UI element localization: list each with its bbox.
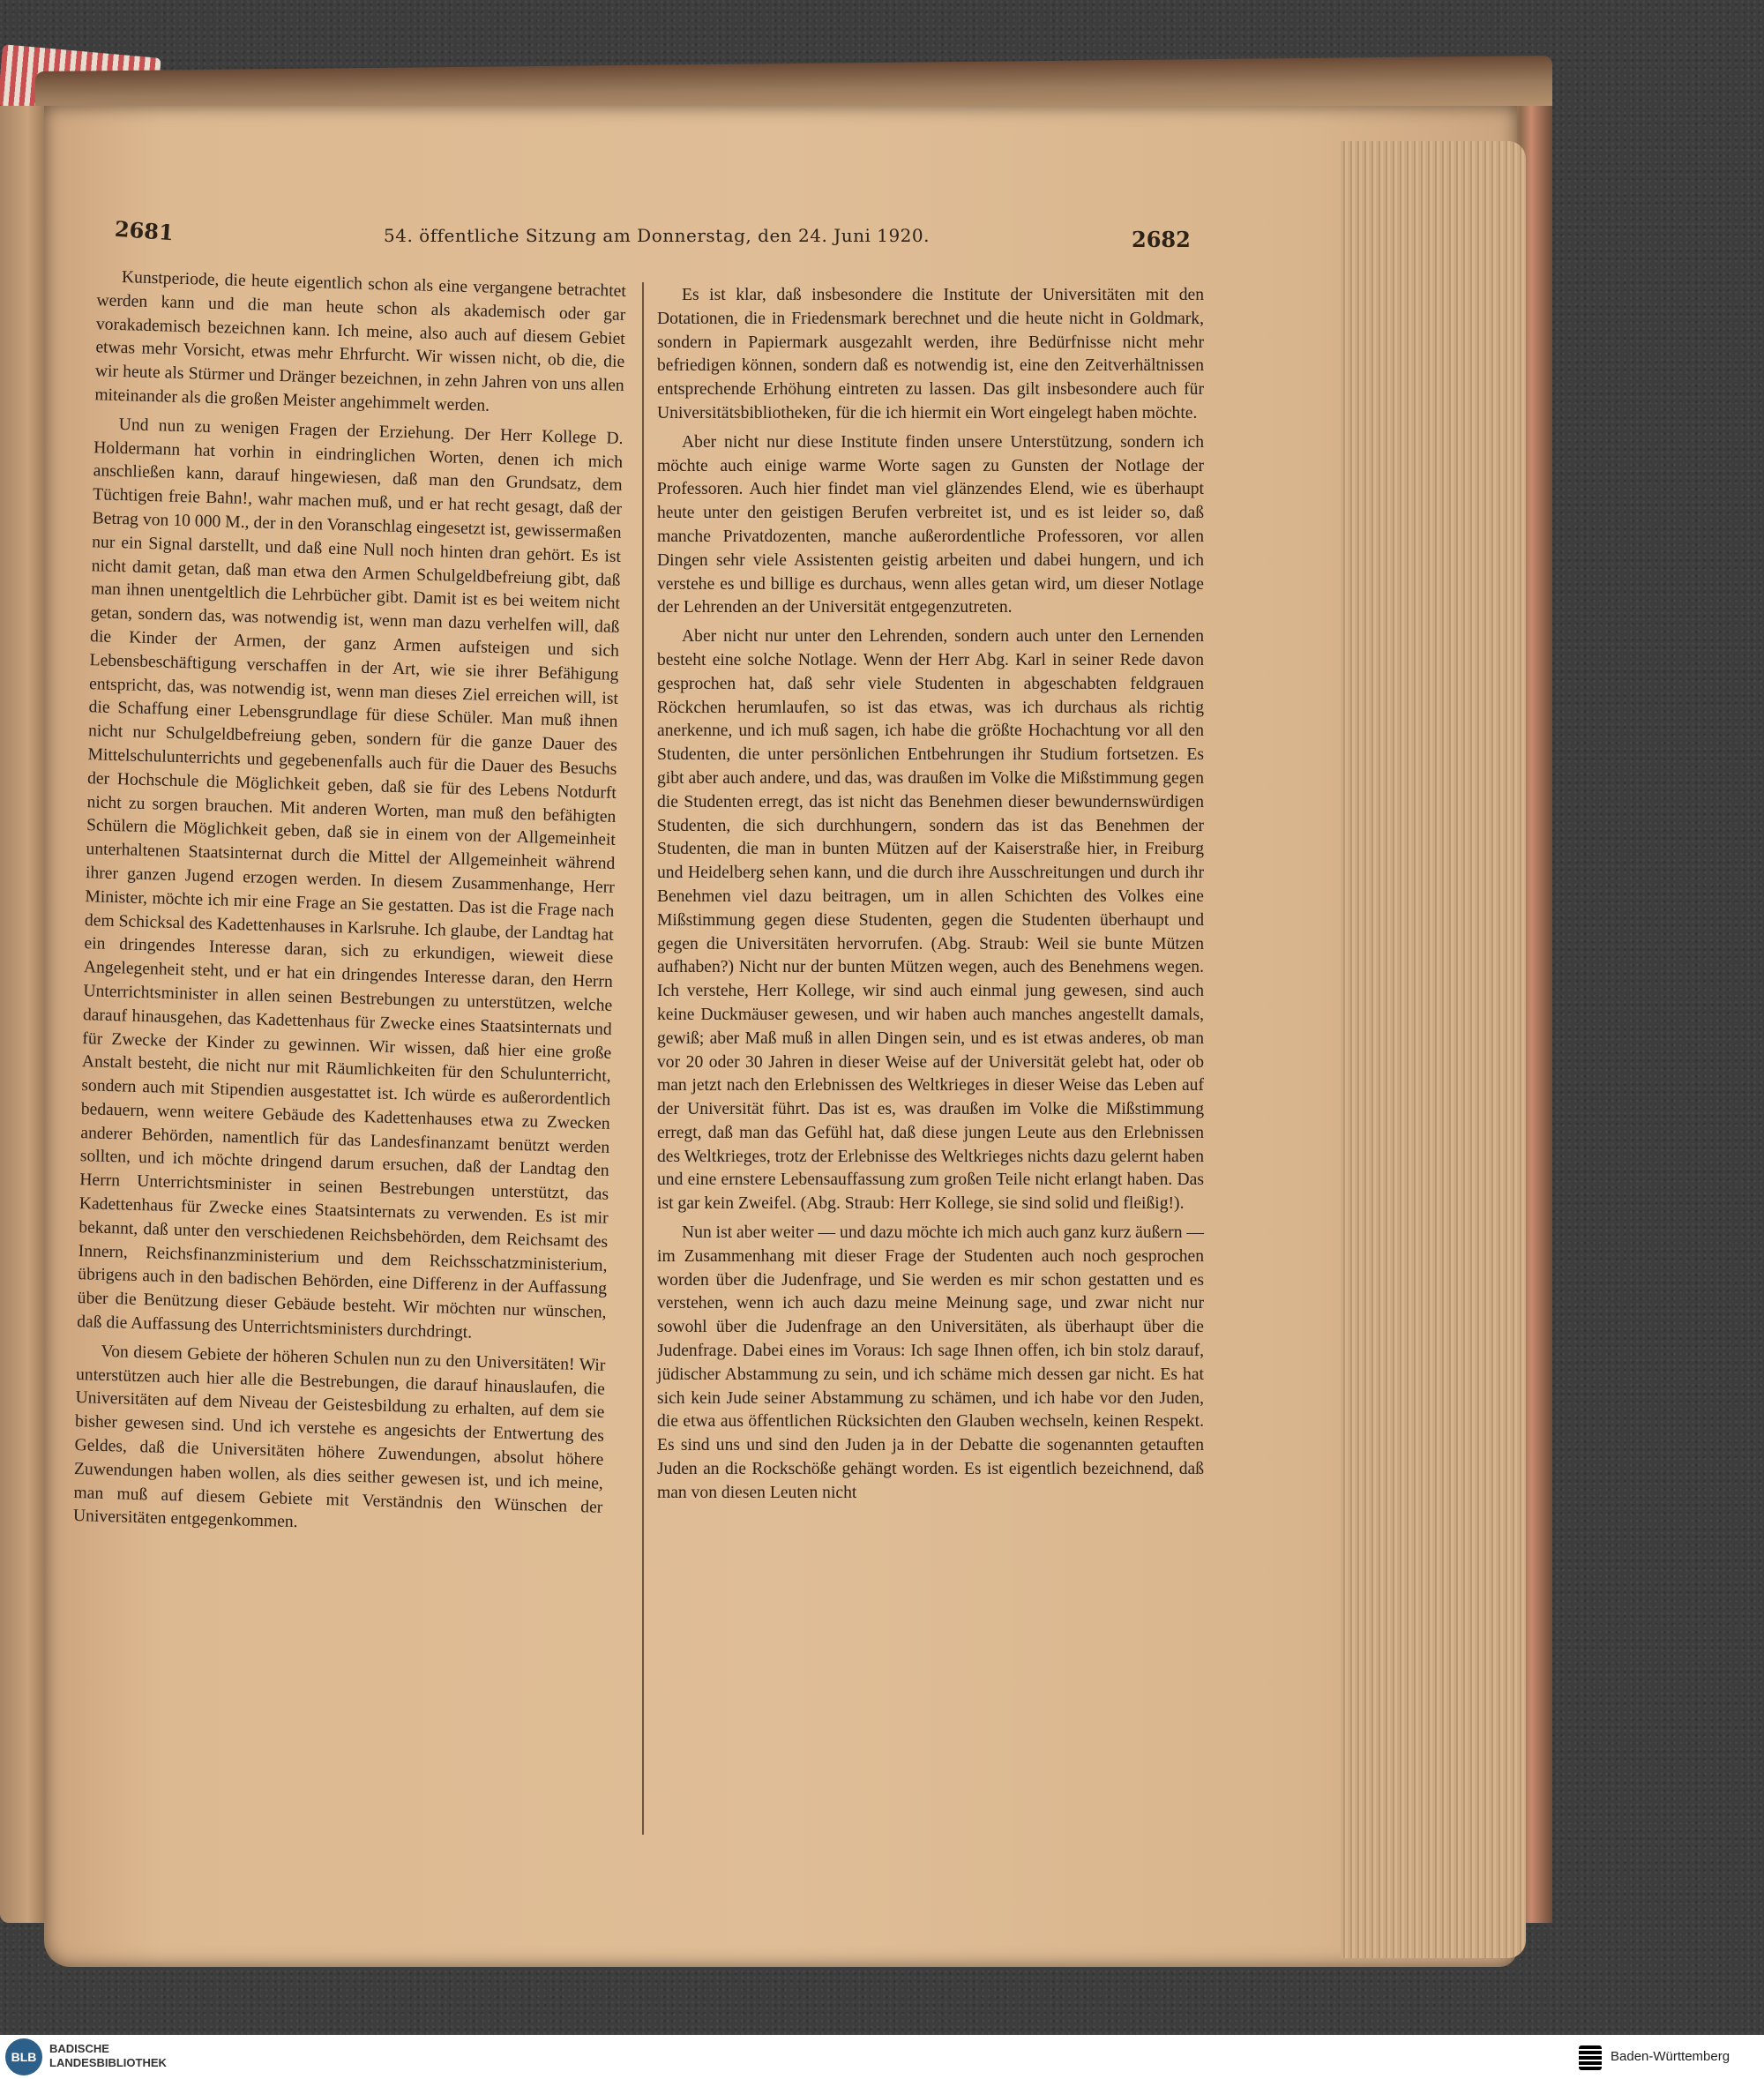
page-fore-edge xyxy=(1341,141,1526,1958)
library-name-line1: BADISCHE xyxy=(49,2042,109,2055)
library-name-line2: LANDESBIBLIOTHEK xyxy=(49,2056,167,2069)
paragraph: Aber nicht nur unter den Lehrenden, sondern auch unter den Lernenden besteht eine solche Notlage. Wenn der Herr Abg. Karl in seiner Rede davon gesprochen hat, daß sehr viele Studenten in abgeschabten feldgrauen Röckchen herumlaufen, so ist das etwas, was ich durchaus als richtig anerkenne, und ich muß sagen, ich habe die größte Hochachtung vor all den Studenten, die unter persönlichen Entbehrungen ihr Studium fortsetzen. Es gibt aber auch andere, und das, was draußen im Volke die Mißstimmung gegen die Studenten erregt, das ist nicht das Benehmen dieser bewundernswürdigen Studenten, die sich durchhungern, sondern das ist das Benehmen der Studenten, die man in bunten Mützen auf der Kaiserstraße hier, in Freiburg und Heidelberg sehen kann, und die durch ihre Ausschreitungen und durch ihr Benehmen viel dazu beitragen, um in allen Schichten des Volkes eine Mißstimmung gegen diese Studenten, gegen die Studenten überhaupt und gegen die Universitäten hervorrufen. (Abg. Straub: Weil sie bunte Mützen aufhaben?) Nicht nur der bunten Mützen wegen, auch des Benehmens wegen. Ich verstehe, Herr Kollege, wir sind auch einmal jung gewesen, sind auch keine Duckmäuser gewesen, und wir haben auch manches angestellt damals, gewiß; aber Maß muß in allen Dingen sein, und es ist etwas anderes, ob man vor 20 oder 30 Jahren in dieser Weise auf der Universität gelebt hat, oder ob man jetzt nach den Erlebnissen des Weltkrieges in dieser Weise das Leben auf der Universität führt. Das ist es, was draußen im Volke die Mißstimmung erregt, daß man das Gefühl hat, daß diese jungen Leute aus den Erlebnissen des Weltkrieges, trotz der Erlebnisse des Weltkrieges nichts dazu gelernt haben und eine ernstere Lebensauffassung zum großen Teile nicht erlangt haben. Das ist gar kein Zweifel. (Abg. Straub: Herr Kollege, sie sind solid und fleißig!). xyxy=(657,627,1204,1214)
blb-logo[interactable]: BLB xyxy=(5,2038,42,2075)
paragraph: Und nun zu wenigen Fragen der Erziehung. Der Herr Kollege D. Holdermann hat vorhin in eindringlichen Worten, denen ich mich anschließen kann, darauf hingewiesen, daß man den Grundsatz, dem Tüchtigen freie Bahn!, wahr machen muß, und er hat recht gesagt, daß der Betrag von 10 000 M., der in den Voranschlag eingesetzt ist, gewissermaßen nur ein Signal darstellt, und daß eine Null noch hinten dran gehört. Es ist nicht damit getan, daß man etwa den Armen Schulgeldbefreiung gibt, daß man ihnen unentgeltlich die Lehrbücher gibt. Damit ist es bei weitem nicht getan, sondern das, was notwendig ist, wenn man dazu verhelfen will, daß die Kinder der Armen, der ganz Armen aufsteigen und sich Lebensbeschäftigung verschaffen in der Art, wie sie ihrer Befähigung entspricht, das, was notwendig ist, wenn man dieses Ziel erreichen will, ist die Schaffung einer Lebensgrundlage für diese Schüler. Man muß ihnen nicht nur Schulgeldbefreiung geben, sondern für die ganze Dauer des Mittelschulunterrichts und gegebenenfalls auch für die Dauer des Besuchs der Hochschule die Möglichkeit geben, daß sie für des Lebens Notdurft nicht zu sorgen brauchen. Mit anderen Worten, man muß den befähigten Schülern die Möglichkeit geben, daß sie in einem von der Allgemeinheit unterhaltenen Staatsinternat durch die Mittel der Allgemeinheit während ihrer ganzen Jugend erzogen werden. In diesem Zusammenhange, Herr Minister, möchte ich mir eine Frage an Sie gestatten. Das ist die Frage nach dem Schicksal des Kadettenhauses in Karlsruhe. Ich glaube, der Landtag hat ein dringendes Interesse daran, sich zu erkundigen, wieweit diese Angelegenheit steht, und er hat ein dringendes Interesse daran, den Herrn Unterrichtsminister in allen seinen Bestrebungen zu unterstützen, welche darauf hinausgehen, das Kadettenhaus für Zwecke eines Staatsinternats und für Zwecke der Kinder zu gewinnen. Wir wissen, daß hier eine große Anstalt besteht, die nicht nur mit Räumlichkeiten für den Schulunterricht, sondern auch mit Stipendien ausgestattet ist. Ich würde es außerordentlich bedauern, wenn weitere Gebäude des Kadettenhauses etwa zu Zwecken anderer Behörden, namentlich für das Landesfinanzamt benützt werden sollten, und ich möchte dringend darum ersuchen, daß der Landtag den Herrn Unterrichtsminister in seinen Bestrebungen unterstützt, das Kadettenhaus für Zwecke eines Staatsinternats zu verwenden. Es ist mir bekannt, daß unter den verschiedenen Reichsbehörden, dem Reichsamt des Innern, Reichsfinanzministerium und dem Reichsschatzministerium, übrigens auch in den badischen Behörden, eine Differenz in der Auffassung über die Benützung dieser Gebäude besteht. Wir möchten nur wünschen, daß die Auffassung des Unterrichtsministers durchdringt. xyxy=(77,415,624,1342)
page-header xyxy=(106,215,1191,260)
paragraph: Von diesem Gebiete der höheren Schulen nun zu den Universitäten! Wir unterstützen auch hier alle die Bestrebungen, die darauf hinauslaufen, die Universitäten auf dem Niveau der Geistesbildung zu erhalten, auf dem sie bisher gewesen sind. Und ich verstehe es angesichts der Entwertung des Geldes, daß die Universitäten höhere Zuwendungen, absolut höhere Zuwendungen haben wollen, als dies seither gewesen ist, und ich meine, man muß auf diesem Gebiete mit Verständnis den Wünschen der Universitäten entgegenkommen. xyxy=(72,1342,606,1532)
viewer-footer xyxy=(0,2035,1764,2079)
paragraph: Kunstperiode, die heute eigentlich schon als eine vergangene betrachtet werden kann und die man heute schon als akademisch oder gar vorakademisch bezeichnen kann. Ich meine, also auch auf diesem Gebiet etwas mehr Vorsicht, etwas mehr Ehrfurcht. Wir wissen nicht, ob die, die wir heute als Stürmer und Dränger bezeichnen, in zehn Jahren von uns allen miteinander als die großen Meister angehimmelt werden. xyxy=(94,268,626,415)
right-column xyxy=(657,284,1204,1511)
column-divider xyxy=(642,282,644,1835)
state-name[interactable]: Baden-Württemberg xyxy=(1611,2049,1730,2064)
page-number-right: 2682 xyxy=(1132,227,1191,252)
library-name[interactable] xyxy=(49,2042,167,2070)
state-crest-icon[interactable] xyxy=(1579,2045,1602,2070)
paragraph: Nun ist aber weiter — und dazu möchte ich mich auch ganz kurz äußern — im Zusammenhang mit dieser Frage der Studenten auch noch gesprochen worden über die Judenfrage, und Sie werden es mir schon gestatten und es verstehen, wenn ich auch dazu meine Meinung sage, und zwar nicht nur sowohl über die Judenfrage an den Universitäten, als überhaupt über die Judenfrage. Dabei eines im Voraus: Ich sage Ihnen offen, ich bin stolz darauf, jüdischer Abstammung zu sein, und ich schäme mich dessen gar nicht. Es hat sich kein Jude seiner Abstammung zu schämen, und ich habe vor den Juden, die etwa aus öffentlichen Rücksichten den Glauben wechseln, keinen Respekt. Es sind uns und sind den Juden ja in der Debatte die sogenannten getauften Juden an die Rockschöße gehängt worden. Es ist eigentlich bezeichnend, daß man von diesen Leuten nicht xyxy=(657,1223,1204,1502)
left-column xyxy=(73,265,626,1549)
paragraph: Es ist klar, daß insbesondere die Institute der Universitäten mit den Dotationen, die in Friedensmark berechnet und die heute nicht in Goldmark, sondern in Papiermark ausgezahlt werden, ihre Bedürfnisse nicht mehr befriedigen können, sondern daß es notwendig ist, eine den Zeitverhältnissen entsprechende Erhöhung eintreten zu lassen. Das gilt insbesondere auch für Universitätsbibliotheken, für die ich hiermit ein Wort eingelegt haben möchte. xyxy=(657,286,1204,423)
paragraph: Aber nicht nur diese Institute finden unsere Unterstützung, sondern ich möchte auch einige warme Worte sagen zu Gunsten der Notlage der Professoren. Auch hier findet man viel glänzendes Elend, wie es überhaupt heute unter den geistigen Berufen verbreitet ist, und es ist leider so, daß manche Privatdozenten, manche außerordentliche Professoren, vor allen Dingen sehr viele Assistenten geistig arbeiten und dabei hungern, und ich verstehe es und billige es durchaus, wenn alles getan wird, um dieser Notlage der Lehrenden an der Universität entgegenzutreten. xyxy=(657,432,1204,617)
running-title: 54. öffentliche Sitzung am Donnerstag, den 24. Juni 1920. xyxy=(384,225,930,246)
page-number-left: 2681 xyxy=(114,215,175,246)
